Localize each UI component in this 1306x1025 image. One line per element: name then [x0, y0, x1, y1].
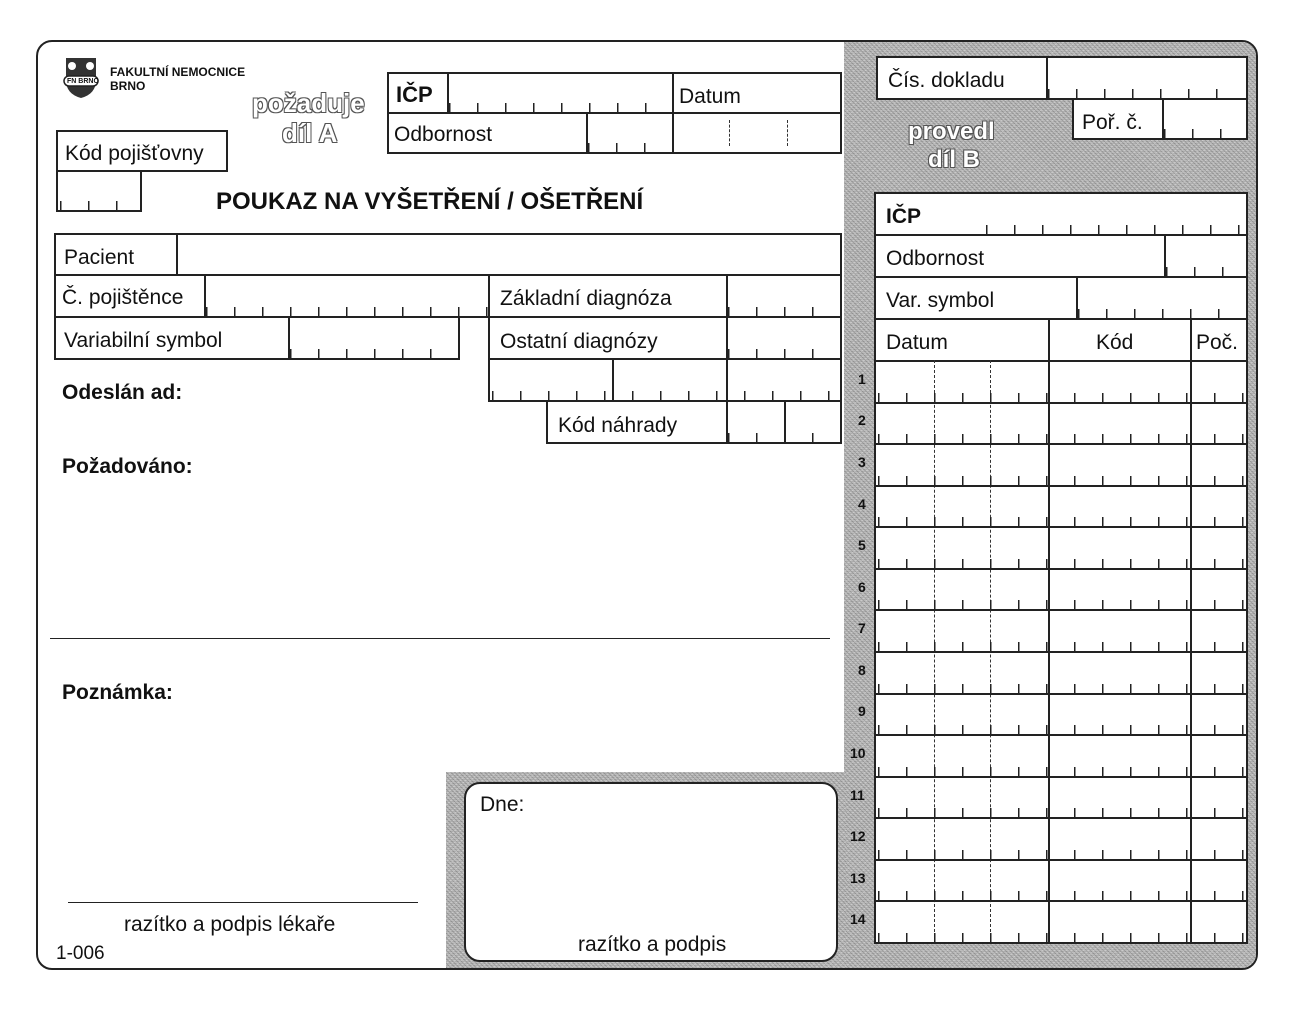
row-number: 9	[858, 703, 866, 720]
row-number: 8	[858, 661, 866, 678]
variabilni-symbol-label: Variabilní symbol	[64, 329, 223, 352]
zakladni-diagnoza-field[interactable]	[728, 277, 838, 315]
ostatni-diagnozy-label: Ostatní diagnózy	[500, 330, 658, 353]
pozadovano-field[interactable]	[62, 482, 822, 632]
kod-pojistovny-label: Kód pojišťovny	[65, 142, 204, 165]
row-ticks	[878, 600, 1244, 609]
row-number: 14	[850, 911, 866, 928]
poznamka-label: Poznámka:	[62, 681, 173, 704]
c-pojistence-field[interactable]	[206, 277, 486, 315]
row-ticks	[878, 434, 1244, 443]
row-ticks	[878, 476, 1244, 485]
row-number: 2	[858, 412, 866, 429]
por-c-label: Poř. č.	[1082, 111, 1143, 134]
row-ticks	[878, 767, 1244, 776]
c-pojistence-label: Č. pojištěnce	[62, 286, 184, 309]
part-b-icp-field[interactable]	[982, 195, 1244, 231]
zakladni-diagnoza-label: Základní diagnóza	[500, 287, 672, 310]
kod-nahrady-field[interactable]	[726, 403, 838, 441]
form-title: POUKAZ NA VYŠETŘENÍ / OŠETŘENÍ	[216, 188, 644, 215]
form-code: 1-006	[56, 943, 105, 964]
variabilni-symbol-field[interactable]	[290, 319, 456, 357]
row-ticks	[878, 559, 1244, 568]
doctor-signature-line	[68, 902, 418, 903]
datum-label: Datum	[679, 85, 741, 108]
form-card	[36, 40, 1258, 970]
row-number: 4	[858, 495, 866, 512]
part-b-var-symbol-label: Var. symbol	[886, 289, 995, 312]
pozadovano-label: Požadováno:	[62, 455, 193, 478]
row-ticks	[878, 642, 1244, 651]
col-poc-header: Poč.	[1196, 331, 1239, 354]
row-number: 11	[850, 786, 865, 803]
col-datum-header: Datum	[886, 331, 948, 354]
row-number: 13	[850, 869, 866, 886]
poznamka-field[interactable]	[62, 712, 432, 892]
odbornost-field[interactable]	[586, 112, 840, 150]
row-number: 5	[858, 537, 866, 554]
row-ticks	[878, 933, 1244, 942]
dil-a-label: díl A	[282, 118, 338, 148]
row-number: 6	[858, 578, 866, 595]
row-number: 1	[858, 370, 866, 387]
row-ticks	[878, 725, 1244, 734]
logo-text: FN BRNO	[67, 78, 99, 85]
odbornost-label: Odbornost	[394, 123, 493, 146]
odeslan-ad-field[interactable]	[198, 372, 478, 410]
ostatni-diagnozy-field[interactable]	[490, 358, 840, 398]
row-ticks	[878, 808, 1244, 817]
hospital-name-line1: FAKULTNÍ NEMOCNICE	[110, 65, 246, 79]
datum-field[interactable]	[750, 74, 840, 108]
part-b-icp-label: IČP	[886, 205, 922, 228]
row-number: 12	[850, 828, 866, 845]
part-b-odbornost-field[interactable]	[1164, 235, 1244, 271]
provedl-label: provedl	[908, 118, 995, 145]
por-c-field[interactable]	[1164, 101, 1244, 137]
hospital-logo	[58, 54, 104, 100]
odeslan-ad-label: Odeslán ad:	[62, 381, 183, 404]
col-kod-header: Kód	[1096, 331, 1134, 354]
razitko-lekare-label: razítko a podpis lékaře	[124, 913, 336, 936]
pacient-label: Pacient	[64, 246, 135, 269]
row-number: 7	[858, 620, 866, 637]
cis-dokladu-label: Čís. dokladu	[888, 69, 1005, 92]
row-ticks	[878, 891, 1244, 900]
row-number: 10	[850, 744, 866, 761]
pacient-field[interactable]	[178, 236, 838, 274]
dne-label: Dne:	[480, 793, 525, 816]
icp-field[interactable]	[448, 74, 668, 108]
row-ticks	[878, 684, 1244, 693]
hospital-name-line2: BRNO	[110, 79, 146, 93]
razitko-label: razítko a podpis	[578, 933, 727, 956]
cis-dokladu-field[interactable]	[1048, 59, 1244, 97]
part-b-odbornost-label: Odbornost	[886, 247, 985, 270]
part-b-var-symbol-field[interactable]	[1076, 277, 1244, 313]
section-divider	[50, 638, 830, 639]
kod-nahrady-label: Kód náhrady	[558, 414, 678, 437]
row-ticks	[878, 517, 1244, 526]
icp-label: IČP	[396, 82, 433, 107]
kod-pojistovny-field[interactable]	[56, 170, 142, 212]
pozaduje-label: požaduje	[252, 88, 365, 118]
row-number: 3	[858, 453, 866, 470]
row-ticks	[878, 393, 1244, 402]
row-ticks	[878, 850, 1244, 859]
dil-b-label: díl B	[928, 146, 980, 173]
